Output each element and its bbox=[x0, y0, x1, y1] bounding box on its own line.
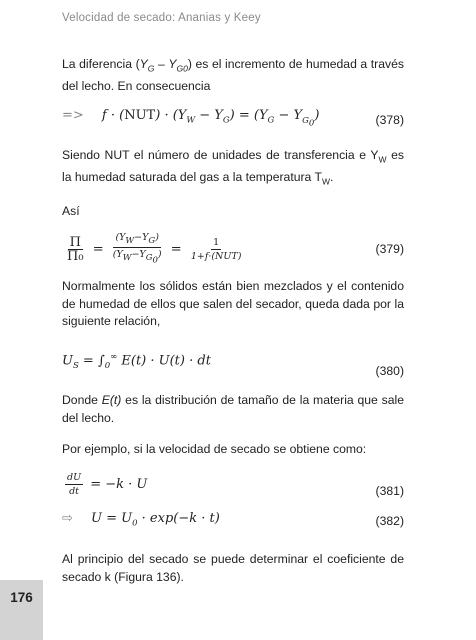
implies-arrow: ⇨ bbox=[62, 511, 73, 527]
equation-380: $U_S = \int_0^\infty$ E(t) · U(t) · dt (380) bbox=[62, 345, 404, 381]
paragraph-1: La diferencia $(Y_G - Y_{G0})$ es el incremento de humedad a través del lecho. En consecuencia bbox=[62, 57, 404, 93]
equation-number: (382) bbox=[375, 513, 404, 528]
implies-arrow: => bbox=[62, 108, 84, 124]
page-number-tab bbox=[0, 580, 43, 640]
equation-381: $\frac{dU}{dt}$ = −k · U (381) bbox=[62, 469, 404, 501]
page-number: 176 bbox=[10, 590, 33, 605]
paragraph-7: Al principio del secado se puede determinar el coeficiente de secado k (Figura 136). bbox=[62, 552, 404, 584]
equation-378: => $f \cdot (NUT) \cdot (Y_W - Y_G) = (Y_G - Y_{G_0})$ (378) bbox=[62, 108, 404, 129]
paragraph-2: Siendo NUT el número de unidades de transferencia e $Y_W$ es la humedad saturada del gas a la temperatura $T_W$. bbox=[62, 148, 404, 187]
equation-379: $\frac{\Pi}{\text{Π₀}}$ = $\frac{(Y_W-Y_G)}{(Y_W-Y_{G_0})}$ = $\frac{1}{\text{1+f·(NUT)}}$ (379) bbox=[67, 231, 404, 267]
equation-number: (379) bbox=[375, 241, 404, 256]
paragraph-5: Donde E(t) es la distribución de tamaño de la materia que sale del lecho. bbox=[62, 393, 404, 425]
paragraph-6: Por ejemplo, si la velocidad de secado se obtiene como: bbox=[62, 442, 367, 457]
page-margin bbox=[0, 0, 42, 640]
equation-number: (380) bbox=[375, 363, 404, 378]
equation-number: (381) bbox=[375, 483, 404, 498]
equation-number: (378) bbox=[375, 112, 404, 127]
running-header: Velocidad de secado: Ananias y Keey bbox=[62, 12, 261, 24]
page-body bbox=[62, 56, 404, 586]
equation-382: ⇨ $U = U_0 \cdot \exp(-k \cdot t)$ (382) bbox=[62, 511, 404, 529]
paragraph-4: Normalmente los sólidos están bien mezclados y el contenido de humedad de ellos que salen del secador, queda dada por la siguiente relación, bbox=[62, 279, 404, 329]
paragraph-3: Así bbox=[62, 204, 80, 219]
